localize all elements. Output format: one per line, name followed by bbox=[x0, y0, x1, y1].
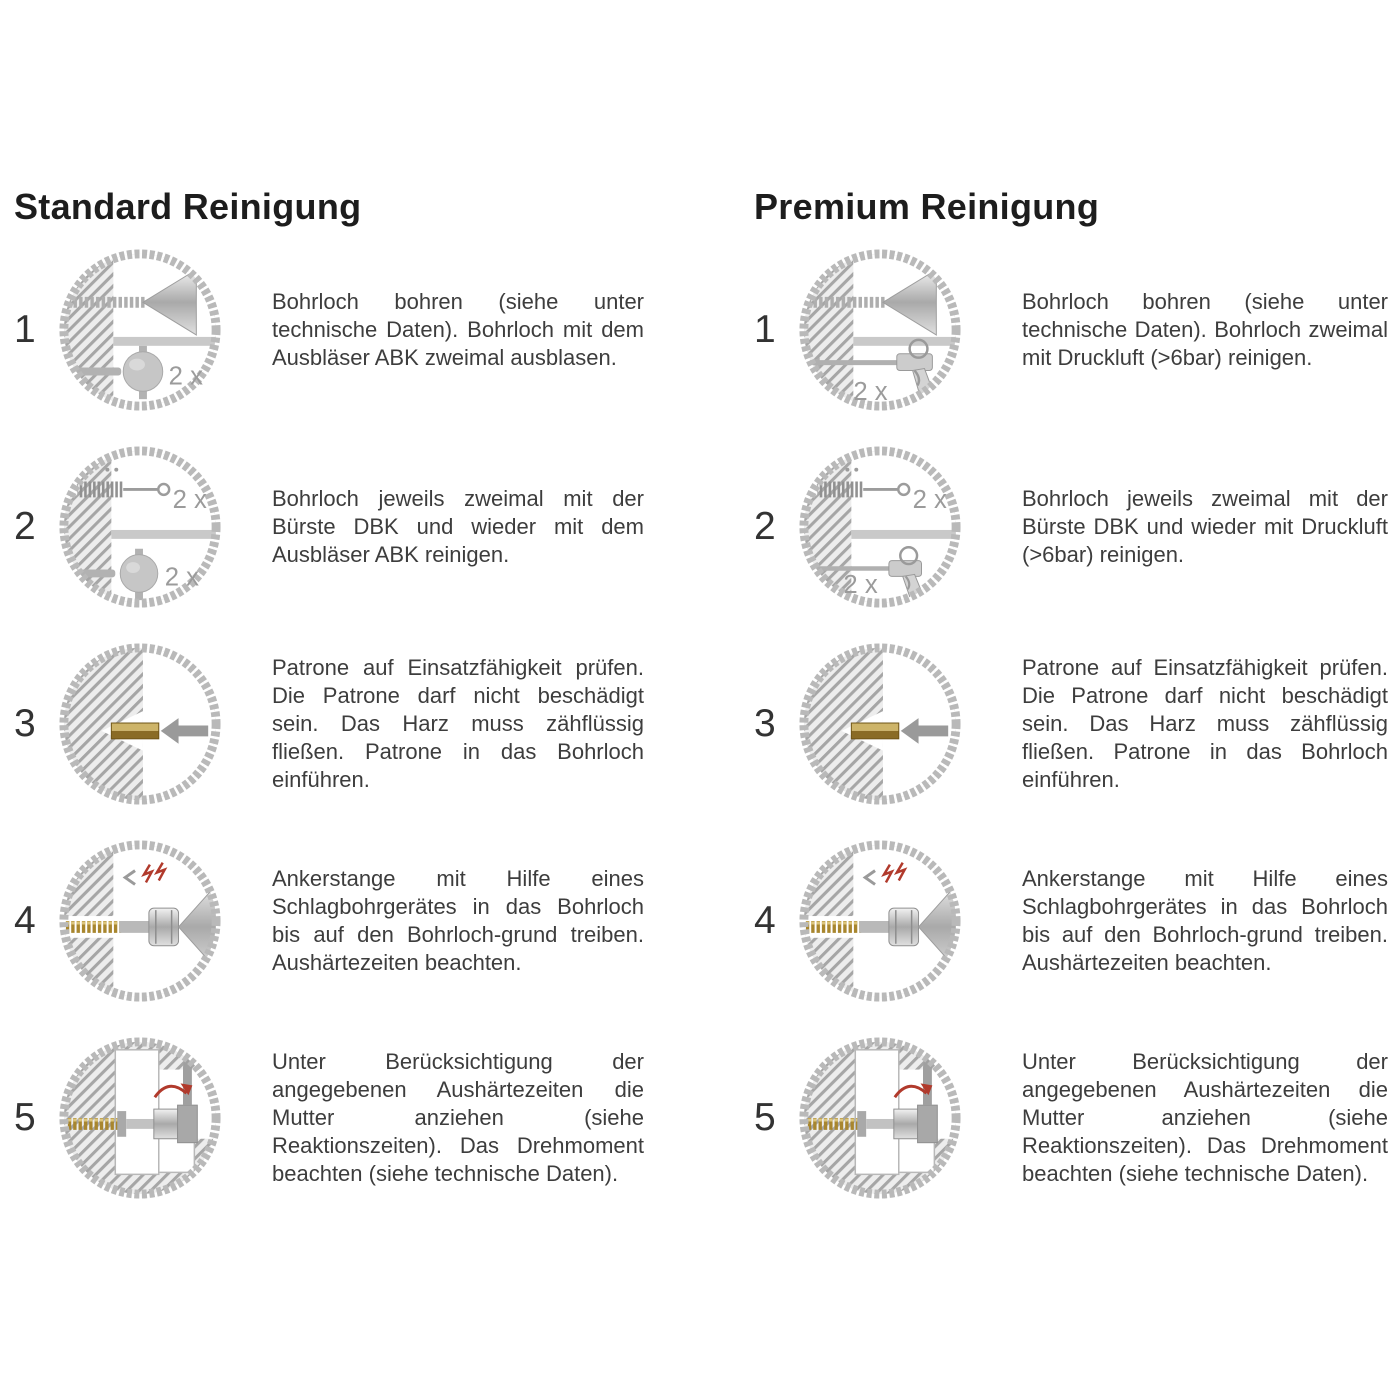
step-row-premium-4 bbox=[752, 829, 1400, 1012]
step-number: 5 bbox=[754, 1095, 776, 1139]
step-number: 2 bbox=[14, 504, 36, 548]
step-text: Ankerstange mit Hilfe eines Schlagbohrgerätes in das Bohrloch bis auf den Bohrloch-grund treiben. Aushärtezeiten beachten. bbox=[272, 865, 644, 975]
step-text: Patrone auf Einsatzfähigkeit prüfen. Die Patrone darf nicht beschädigt sein. Das Harz muss zähflüssig fließen. Patrone in das Bohrloch einführen. bbox=[1022, 654, 1388, 792]
step-text: Bohrloch jeweils zweimal mit der Bürste DBK und wieder mit dem Ausbläser ABK reinigen. bbox=[272, 485, 644, 567]
step-text: Patrone auf Einsatzfähigkeit prüfen. Die Patrone darf nicht beschädigt sein. Das Harz muss zähflüssig fließen. Patrone in das Bohrloch einführen. bbox=[272, 654, 644, 792]
step-text: Unter Berücksichtigung der angegebenen Aushärtezeiten die Mutter anziehen (siehe Reaktionszeiten). Das Drehmoment beachten (siehe technische Daten). bbox=[1022, 1048, 1388, 1186]
repeat-count-label: 2 x bbox=[912, 485, 947, 514]
step-number: 3 bbox=[754, 701, 776, 745]
repeat-count-label: 2 x bbox=[164, 562, 199, 591]
step-row-standard-1 bbox=[12, 238, 660, 421]
step-text: Bohrloch bohren (siehe unter technische Daten). Bohrloch zweimal mit Druckluft (>6bar) reinigen. bbox=[1022, 288, 1388, 370]
step-number: 5 bbox=[14, 1095, 36, 1139]
illustration-anchor-rod-drive bbox=[796, 837, 964, 1005]
column-premium-reinigung bbox=[752, 186, 1400, 1223]
illustration-drill-and-blower bbox=[56, 246, 224, 414]
illustration-drill-and-airgun bbox=[796, 246, 964, 414]
illustration-cartridge-insert bbox=[796, 640, 964, 808]
repeat-count-label: 2 x bbox=[843, 570, 878, 599]
column-title-premium: Premium Reinigung bbox=[754, 186, 1100, 227]
step-row-premium-1 bbox=[752, 238, 1400, 421]
step-text: Bohrloch bohren (siehe unter technische Daten). Bohrloch mit dem Ausbläser ABK zweimal ausblasen. bbox=[272, 288, 644, 370]
step-row-premium-3 bbox=[752, 632, 1400, 815]
illustration-brush-and-blower bbox=[56, 443, 224, 611]
repeat-count-label: 2 x bbox=[172, 485, 207, 514]
step-row-premium-5 bbox=[752, 1026, 1400, 1209]
illustration-nut-tightening bbox=[796, 1034, 964, 1202]
step-number: 2 bbox=[754, 504, 776, 548]
repeat-count-label: 2 x bbox=[853, 377, 888, 406]
illustration-brush-and-airgun bbox=[796, 443, 964, 611]
step-row-standard-3 bbox=[12, 632, 660, 815]
step-text: Ankerstange mit Hilfe eines Schlagbohrgerätes in das Bohrloch bis auf den Bohrloch-grund treiben. Aushärtezeiten beachten. bbox=[1022, 865, 1388, 975]
illustration-anchor-rod-drive bbox=[56, 837, 224, 1005]
step-number: 4 bbox=[754, 898, 776, 942]
column-standard-reinigung bbox=[12, 186, 660, 1223]
illustration-nut-tightening bbox=[56, 1034, 224, 1202]
cartridge-icon bbox=[851, 723, 898, 739]
cartridge-icon bbox=[111, 723, 158, 739]
step-row-premium-2 bbox=[752, 435, 1400, 618]
step-text: Unter Berücksichtigung der angegebenen Aushärtezeiten die Mutter anziehen (siehe Reaktionszeiten). Das Drehmoment beachten (siehe technische Daten). bbox=[272, 1048, 644, 1186]
column-title-standard: Standard Reinigung bbox=[14, 186, 362, 227]
step-number: 1 bbox=[754, 307, 776, 351]
step-number: 3 bbox=[14, 701, 36, 745]
step-number: 4 bbox=[14, 898, 36, 942]
step-row-standard-4 bbox=[12, 829, 660, 1012]
illustration-cartridge-insert bbox=[56, 640, 224, 808]
step-text: Bohrloch jeweils zweimal mit der Bürste DBK und wieder mit Druckluft (>6bar) reinigen. bbox=[1022, 485, 1388, 567]
repeat-count-label: 2 x bbox=[168, 361, 203, 390]
step-row-standard-2 bbox=[12, 435, 660, 618]
step-row-standard-5 bbox=[12, 1026, 660, 1209]
step-number: 1 bbox=[14, 307, 36, 351]
